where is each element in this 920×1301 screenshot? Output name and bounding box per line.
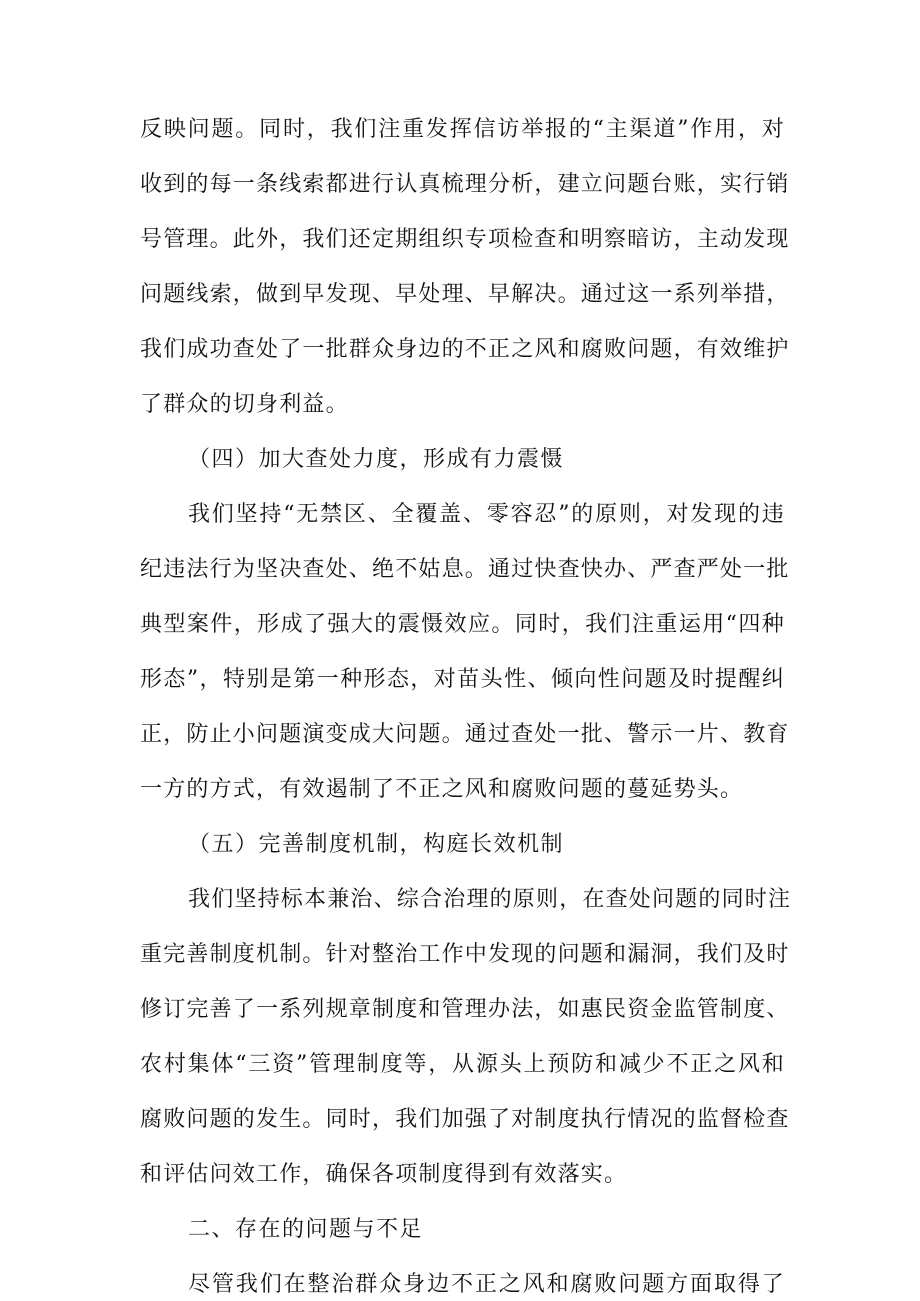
paragraph-line: 我们坚持标本兼治、综合治理的原则，在查处问题的同时注 [188,887,792,912]
paragraph-line: 纪违法行为坚决查处、绝不姑息。通过快查快办、严查严处一批 [140,557,790,582]
paragraph-line: 正，防止小问题演变成大问题。通过查处一批、警示一片、教育 [140,722,790,747]
paragraph-line: 我们成功查处了一批群众身边的不正之风和腐败问题，有效维护 [140,337,790,362]
section-heading: 二、存在的问题与不足 [188,1217,424,1242]
paragraph-line: 号管理。此外，我们还定期组织专项检查和明察暗访，主动发现 [140,227,790,252]
paragraph-line: 了群众的切身利益。 [140,392,349,417]
paragraph-line: 一方的方式，有效遏制了不正之风和腐败问题的蔓延势头。 [140,777,744,802]
paragraph-line: 典型案件，形成了强大的震慑效应。同时，我们注重运用“四种 [140,612,785,637]
section-heading: （四）加大查处力度，形成有力震慑 [188,447,565,472]
paragraph-line: 农村集体“三资”管理制度等，从源头上预防和减少不正之风和 [140,1052,785,1077]
section-heading: （五）完善制度机制，构庭长效机制 [188,832,565,857]
paragraph-line: 尽管我们在整治群众身边不正之风和腐败问题方面取得了 [188,1272,785,1297]
paragraph-line: 形态”，特别是第一种形态，对苗头性、倾向性问题及时提醒纠 [140,667,785,692]
paragraph-line: 和评估问效工作，确保各项制度得到有效落实。 [140,1162,628,1187]
paragraph-line: 收到的每一条线索都进行认真梳理分析，建立问题台账，实行销 [140,172,790,197]
paragraph-line: 腐败问题的发生。同时，我们加强了对制度执行情况的监督检查 [140,1107,790,1132]
paragraph-line: 反映问题。同时，我们注重发挥信访举报的“主渠道”作用，对 [140,117,785,142]
paragraph-line: 我们坚持“无禁区、全覆盖、零容忍”的原则，对发现的违 [188,502,785,527]
paragraph-line: 问题线索，做到早发现、早处理、早解决。通过这一系列举措， [140,282,790,307]
paragraph-line: 重完善制度机制。针对整治工作中发现的问题和漏洞，我们及时 [140,942,790,967]
paragraph-line: 修订完善了一系列规章制度和管理办法，如惠民资金监管制度、 [140,997,790,1022]
